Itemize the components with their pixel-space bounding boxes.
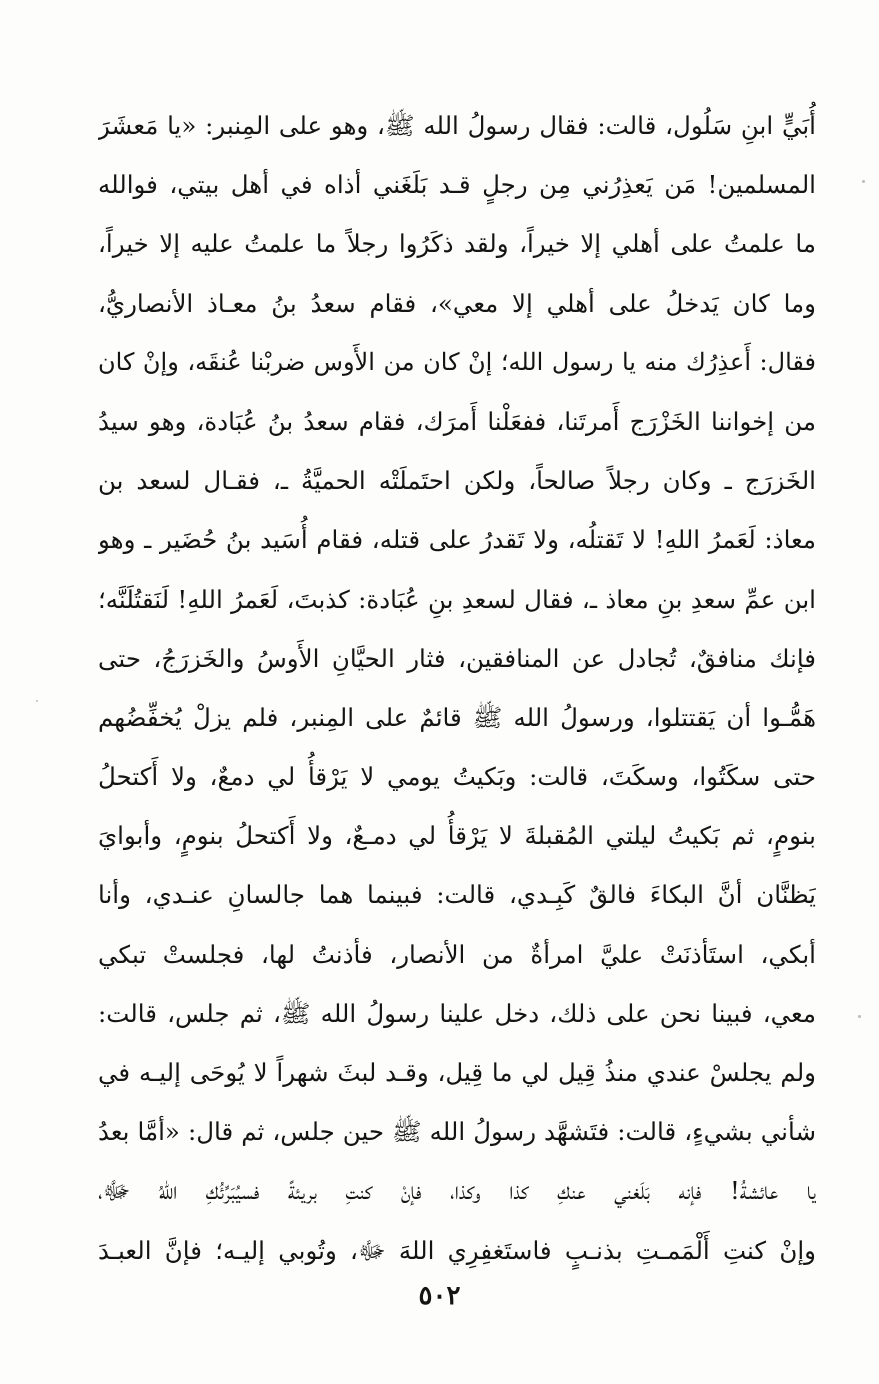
text-line: أبكي، استَأذنَتْ عليَّ امرأةٌ من الأنصار، فأذنتُ لها، فجلستْ تبكي	[98, 939, 816, 969]
text-line: معي، فبينا نحن على ذلك، دخل علينا رسولُ الله ﷺ، ثم جلس، قالت:	[98, 998, 816, 1028]
text-line: يا عائشةُ! فإنه بَلَغني عنكِ كذا وكذا، فإنْ كنتِ بريئةً فسيُبَرِّئُكِ اللهُ ﷻ،	[98, 1176, 816, 1206]
scan-speck	[36, 700, 38, 702]
text-line: ولم يجلسْ عندي منذُ قِيل لي ما قِيل، وقـد لبثَ شهراً لا يُوحَى إليـه في	[98, 1058, 816, 1087]
text-line: ابن عمِّ سعدِ بنِ معاذ ـ، فقال لسعدِ بنِ عُبَادة: كذبتَ، لَعَمرُ اللهِ! لَنَقتُلَنَّه؛	[98, 584, 816, 614]
text-line: من إخواننا الخَزْرَج أَمرتَنا، ففعَلْنا أَمرَك، فقام سعدُ بنُ عُبَادة، وهو سيدُ	[98, 406, 816, 436]
text-line: شأني بشيءٍ، قالت: فتَشهَّد رسولُ الله ﷺ حين جلس، ثم قال: «أمَّا بعدُ	[98, 1117, 816, 1147]
scan-speck	[862, 180, 865, 183]
text-line: المسلمين! مَن يَعذِرُني مِن رجلٍ قـد بَلَغَني أذاه في أهل بيتي، فوالله	[98, 170, 816, 200]
text-line: وما كان يَدخلُ على أهلي إلا معي»، فقام سعدُ بنُ معـاذ الأنصاريُّ،	[98, 288, 816, 318]
body-text	[98, 96, 816, 1280]
text-line: أُبَيٍّ ابنِ سَلُول، قالت: فقال رسولُ الله ﷺ، وهو على المِنبر: «يا مَعشَرَ	[98, 111, 816, 140]
text-line: فإنك منافقٌ، تُجادل عن المنافقين، فثار الحيَّانِ الأَوسُ والخَزرَجُ، حتى	[98, 643, 816, 673]
page-number: ٥٠٢	[418, 1281, 461, 1311]
text-line: فقال: أَعذِرُك منه يا رسول الله؛ إنْ كان من الأَوس ضربْنا عُنقَه، وإنْ كان	[98, 347, 816, 376]
text-line: معاذ: لَعَمرُ اللهِ! لا تَقتلُه، ولا تَقدرُ على قتله، فقام أُسَيد بنُ حُضَير ـ وهو	[98, 525, 816, 555]
text-line: الخَزرَج ـ وكان رجلاً صالحاً، ولكن احتَملَتْه الحميَّةُ ـ، فقـال لسعد بن	[98, 466, 816, 496]
text-line: بنومٍ، ثم بَكيتُ ليلتي المُقبلةَ لا يَرْقأُ لي دمـعٌ، ولا أَكتحلُ بنومٍ، وأبوايَ	[98, 821, 816, 851]
scan-speck	[858, 1015, 861, 1018]
text-line: ما علمتُ على أهلي إلا خيراً، ولقد ذكَرُوا رجلاً ما علمتُ عليه إلا خيراً،	[98, 229, 816, 259]
text-line: يَظنَّان أنَّ البكاءَ فالقٌ كَبِـدي، قالت: فبينما هما جالسانِ عنـدي، وأنا	[98, 880, 816, 910]
text-line: هَمُّـوا أن يَقتتلوا، ورسولُ الله ﷺ قائمٌ على المِنبر، فلم يزلْ يُخفِّضُهم	[98, 702, 816, 732]
text-line: حتى سكَتُوا، وسكَتَ، قالت: وبَكيتُ يومي لا يَرْقأُ لي دمعٌ، ولا أَكتحلُ	[98, 762, 816, 792]
text-line: وإنْ كنتِ أَلْمَمـتِ بذنـبٍ فاستَغفِرِي اللهَ ﷻ، وتُوبي إليـه؛ فإنَّ العبـدَ	[98, 1235, 816, 1265]
